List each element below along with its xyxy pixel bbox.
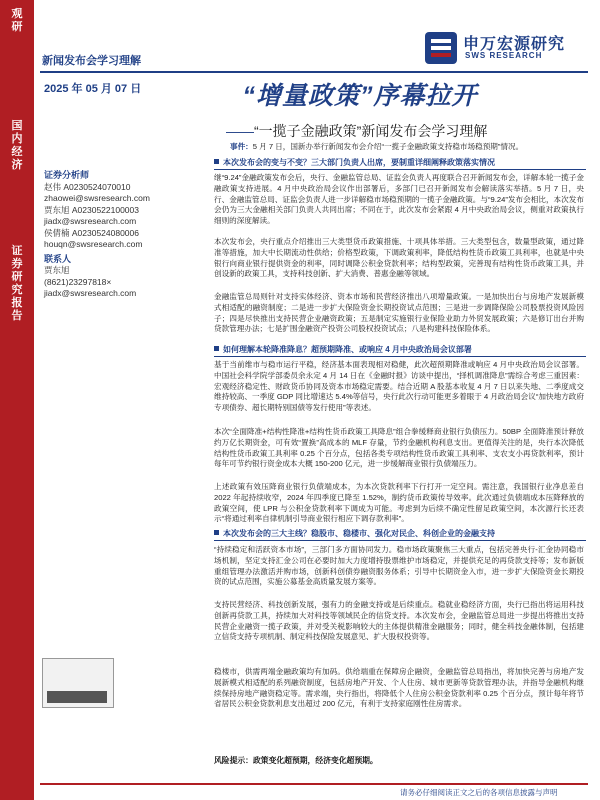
logo-mark-icon [423, 30, 459, 66]
section-paragraph: 本次“全面降准+结构性降准+结构性货币政策工具降息”组合拳缓释商业银行负债压力。50BP 全面降准预计释放约万亿长期资金，可有效“置换”高成本的 MLF 存量，节约金融机构利息支出。更值得关注的是，央行本次降低结构性货币政策工具利率 0.25 个百分点，包括各类专项结构性货币政策工具利率、支农支小再贷款利率，预计每年可节约银行资金成本大概 150-200 亿元，进一步缓解商业银行负债端压力。 [214, 427, 584, 469]
logo-name-en: SWS RESEARCH [465, 51, 543, 60]
side-label-top: 观研 [11, 8, 23, 33]
section-paragraph: 本次发布会，央行重点介绍推出三大类型货币政策措施、十项具体举措。三大类型包含，数量型政策，通过降准等措施，加大中长期流动性供给；价格型政策，下调政策利率，降低结构性货币政策工具利率，也就是中央银行向商业银行提供资金的利率，同时调降公积金贷款利率；结构型政策，完善现有结构性货币政策工具，并创设新的政策工具，支持科技创新、扩大消费、普惠金融等领域。 [214, 237, 584, 279]
section-paragraph: 稳楼市，供需两端金融政策均有加码。供给端重在保障房企融资，金融监管总局指出，将加快完善与房地产发展新模式相适配的系列融资制度，包括房地产开发、个人住房、城市更新等贷款管理办法，并指导金融机构继续保持房地产融资稳定等。需求端，央行指出，将降低个人住房公积金贷款利率 0.25 个百分点，预计每年将节省居民公积金贷款利息支出超过 200 亿元，有利于支持家庭刚性住房需求。 [214, 667, 584, 709]
subtitle-text: “一揽子金融政策”新闻发布会学习理解 [254, 123, 488, 139]
section-heading: 本次发布会的三大主线？稳股市、稳楼市、强化对民企、科创企业的金融支持 [214, 528, 586, 539]
logo-name-cn: 申万宏源研究 [463, 36, 566, 53]
heading-bullet-icon [214, 346, 219, 351]
analyst-line: 侯倩楠 A0230524080006 [44, 227, 139, 238]
contact-email[interactable]: jiadx@swsresearch.com [44, 288, 137, 298]
section-paragraph: 继“9.24”金融政策发布会后，央行、金融监管总局、证监会负责人再度联合召开新闻发布会，详解本轮一揽子金融政策支持进展。4 月中央政治局会议作出部署后，多部门已召开新闻发布会解读落实举措。5 月 7 日，央行、金融监管总局、证监会负责人进一步详解稳市场稳预期的一揽子金融政策。与“9.24”发布会相比，本次发布会仍为三大金融相关部门负责人共同出席；不同在于，此次发布会紧跟 4 月中央政治局会议，侧重对政策执行细则的深度解读。 [214, 173, 584, 226]
analyst-block [44, 170, 184, 300]
section-rule [214, 540, 586, 541]
event-text: 5 月 7 日，国新办举行新闻发布会介绍“一揽子金融政策支持稳市场稳预期”情况。 [252, 142, 524, 151]
event-label: 事件： [230, 142, 253, 151]
section-paragraph: “持续稳定和活跃资本市场”，三部门多方面协同发力。稳市场政策聚焦三大重点，包括完善央行-汇金协同稳市场机制，坚定支持汇金公司在必要时加大力度增持股票维护市场稳定，并提供充足的再贷款支持等；发布新版重组管理办法激活并购市场，创新科创债券融资服务体系；引导中长期资金入市，进一步扩大保险资金长期投资的试点范围，实施公募基金高质量发展方案等。 [214, 545, 584, 587]
header-rule [40, 71, 588, 73]
section-paragraph: 支持民营经济、科技创新发展，强有力的金融支持或是后续重点。稳就业稳经济方面，央行已指出将运用科技创新再贷款工具，持续加大对科技等领域民企的信贷支持。本次发布会，金融监管总局进一步提出将推出支持民营企业融资一揽子政策，并对受关税影响较大的主体提供精准金融服务；同时，健全科技金融体制，包括建立信贷支持专项机制、制定科技保险发展意见、扩大股权投资等。 [214, 600, 584, 642]
analyst-line: 赵伟 A0230524070010 [44, 181, 131, 192]
author-card-bar [47, 691, 107, 703]
analyst-title: 证券分析师 [44, 170, 90, 180]
footer-rule [40, 783, 588, 785]
side-label-category: 国内经济 [11, 120, 23, 171]
section-rule [214, 356, 586, 357]
heading-bullet-icon [214, 159, 219, 164]
heading-bullet-icon [214, 530, 219, 535]
section-heading: 如何理解本轮降准降息？超预期降准、或响应 4 月中央政治局会议部署 [214, 344, 586, 355]
event-line [230, 142, 580, 152]
contact-line: 贾东旭 [44, 265, 70, 275]
analyst-email[interactable]: houqn@swsresearch.com [44, 239, 143, 249]
company-logo [423, 28, 583, 68]
author-card-image [42, 658, 114, 708]
analyst-line: 贾东旭 A0230522100003 [44, 204, 139, 215]
side-label-report-type: 证券研究报告 [11, 245, 23, 322]
report-title: “增量政策”序幕拉开 [242, 82, 478, 110]
report-subtitle [226, 121, 487, 141]
footer-disclaimer[interactable]: 请务必仔细阅读正文之后的各项信息披露与声明 [400, 788, 558, 797]
section-heading: 本次发布会的变与不变？三大部门负责人出席，要制重详细阐释政策落实情况 [214, 157, 586, 168]
contact-phone: (8621)23297818× [44, 276, 112, 287]
subtitle-dash: —— [226, 123, 254, 139]
risk-notice: 风险提示：政策变化超预期，经济变化超预期。 [214, 756, 378, 765]
contact-title: 联系人 [44, 253, 72, 264]
section-paragraph: 金融监管总局则针对支持实体经济、资本市场和民营经济推出八项增量政策。一是加快出台与房地产发展新模式相适配的融资制度；二是进一步扩大保险资金长期投资试点范围；三是进一步调降保险公司股票投资风险因子；四是尽快推出支持民营企业融资政策；五是制定实施银行业保险业助力外贸发展政策；六是修订出台并购贷款管理办法；七是扩围金融资产投资公司股权投资试点；八是构建科技保险体系。 [214, 292, 584, 334]
section-rule [214, 169, 586, 170]
analyst-email[interactable]: zhaowei@swsresearch.com [44, 193, 150, 203]
section-paragraph: 上述政策有效压降商业银行负债端成本，为本次贷款利率下行打开一定空间。需注意，我国银行业净息差自 2022 年起持续收窄，2024 年四季度已降至 1.52%，制约货币政策传导效率。此次通过负债端成本压降释放的政策空间，使 LPR 与公积金贷款利率下调成为可能。考虑到为后续不确定性留足政策空间，本次源行长还表示“将通过利率自律机制引导商业银行相应下调存款利率”。 [214, 482, 584, 524]
section-paragraph: 基于当前维市与稳市运行平稳，经济基本面表现相对稳健，此次超预期降准或响应 4 月中央政治局会议部署。中国社会科学院学部委员余永定 4 月 14 日在《金融时报》访谈中提出，“择机调准降息”需综合考虑三重因素：宏观经济稳定性、财政货币协同及资本市场稳定需要。结合近期 A 股基本收复 4 月 7 日以来失地、二季度成交维持较高、一季度 GDP 同比增速达 5.4%等信号，央行此次行动可能更多着眼于 4 月政治局会议“加快地方政府专项债券、超长期特别国债等发行使用”等表述。 [214, 360, 584, 413]
report-series: 新闻发布会学习理解 [42, 55, 141, 67]
report-date: 2025 年 05 月 07 日 [44, 83, 142, 95]
analyst-email[interactable]: jiadx@swsresearch.com [44, 216, 137, 226]
